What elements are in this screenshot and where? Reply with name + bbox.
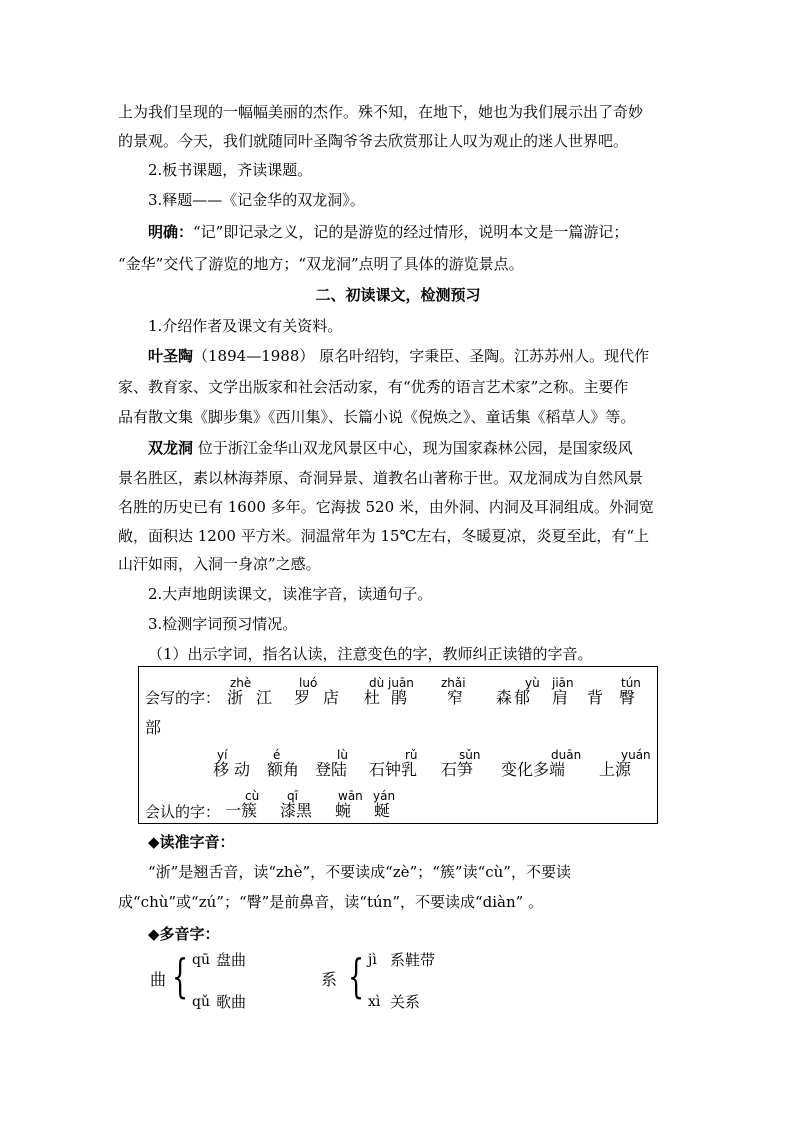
explanation-line [148,222,628,242]
vocab-word: 一簇 [225,801,258,820]
vocab-word: 背 [587,688,604,707]
pinyin: yí [217,748,228,762]
step-item: 2.板书课题，齐读课题。 [148,161,313,179]
paragraph-line: 上为我们呈现的一幅幅美丽的杰作。殊不知，在地下，她也为我们展示出了奇妙 [118,103,644,121]
step-item: 1.介绍作者及课文有关资料。 [148,317,343,335]
pinyin: lù [337,748,348,762]
paragraph-line: 敞，面积达 1200 平方米。洞温常年为 15℃左右，冬暖夏凉，炎夏至此，有“上 [118,527,650,545]
explanation-text: “记”即记录之义，记的是游览的经过情形，说明本文是一篇游记； [193,223,629,241]
polyphone-pinyin: qū [192,952,210,968]
section-heading: 二、初读课文，检测预习 [315,286,481,304]
pronunciation-line: 成“chù”或“zú”；“臀”是前鼻音，读“tún”，不要读成“diàn” 。 [118,893,544,911]
paragraph-line: 山汗如雨，入洞一身凉”之感。 [118,555,321,573]
vocab-word: 肩 [552,688,569,707]
place-intro-line [148,438,633,458]
author-text: （1894—1988） 原名叶绍钧，字秉臣、圣陶。江苏苏州人。现代作 [193,347,650,365]
step-subitem: （1）出示字词，指名认读，注意变色的字，教师纠正读错的字音。 [148,645,593,663]
pinyin: juān [388,676,414,690]
paragraph-line: 品有散文集《脚步集》《西川集》、长篇小说《倪焕之》、童话集《稻草人》等。 [118,408,636,426]
pronunciation-title: ◆读准字音： [148,833,235,851]
step-item: 2.大声地朗读课文，读准字音，读通句子。 [148,585,433,603]
pinyin: cù [245,789,260,803]
vocab-word: 漆黑 [280,801,313,820]
explanation-label: 明确： [148,223,194,241]
vocab-word: 蜒 [374,801,391,820]
vocab-word: 鹃 [391,688,408,707]
polyphone-word: 系鞋带 [390,951,436,969]
vocab-word: 登陆 [315,760,348,779]
vocab-word: 石钟乳 [369,760,418,779]
vocab-word: 森 [496,688,513,707]
pinyin: duān [551,748,582,762]
polyphone-word: 关系 [390,993,421,1011]
author-name: 叶圣陶 [148,347,194,365]
polyphone-pinyin: qǔ [192,994,210,1010]
pinyin: jiān [552,676,574,690]
paragraph-line: “金华”交代了游览的地方；“双龙洞”点明了具体的游览景点。 [118,255,524,273]
pinyin: yán [373,789,396,803]
pronunciation-line: “浙”是翘舌音，读“zhè”，不要读成“zè”；“簇”读“cù”，不要读 [148,863,571,881]
polyphone-char: 曲 [150,970,167,989]
pinyin: tún [621,676,641,690]
pinyin: wān [338,789,363,803]
paragraph-line: 名胜的历史已有 1600 多年。它海拔 520 米，由外洞、内洞及耳洞组成。外洞宽 [118,498,654,516]
polyphone-pinyin: xì [368,994,381,1010]
vocab-word: 店 [323,688,340,707]
brace-icon: { [348,949,365,1003]
vocab-word: 石笋 [441,760,474,779]
pinyin: é [273,748,281,762]
paragraph-line: 的景观。今天，我们就随同叶圣陶爷爷去欣赏那让人叹为观止的迷人世界吧。 [118,132,629,150]
vocab-word: 额角 [267,760,300,779]
vocab-word: 江 [256,688,273,707]
pinyin: zhǎi [441,676,466,690]
step-item: 3.检测字词预习情况。 [148,615,298,633]
pinyin: yuán [621,748,651,762]
vocab-word: 浙 [227,688,244,707]
vocab-word: 臀 [619,688,636,707]
paragraph-line: 家、教育家、文学出版家和社会活动家，有“优秀的语言艺术家”之称。主要作 [118,378,629,396]
polyphone-word: 歌曲 [216,993,247,1011]
vocab-word: 杜 [364,688,381,707]
pinyin: qī [287,789,298,803]
vocab-word: 变化多端 [501,760,566,779]
vocab-word: 窄 [447,688,464,707]
pinyin: luó [299,676,318,690]
pinyin: yù [525,676,540,690]
step-item: 3.释题——《记金华的双龙洞》。 [148,191,365,209]
vocab-word: 郁 [514,688,531,707]
polyphone-pinyin: jì [368,952,377,968]
pinyin: dù [369,676,385,690]
vocab-word: 上源 [599,760,632,779]
paragraph-line: 景名胜区，素以林海莽原、奇洞异景、道教名山著称于世。双龙洞成为自然风景 [118,469,644,487]
brace-icon: { [172,949,189,1003]
pinyin: rǔ [405,748,418,762]
pinyin: sǔn [459,748,481,762]
pinyin: zhè [230,676,252,690]
vocabulary-box [138,666,658,824]
read-label: 会认的字： [145,803,221,821]
polyphone-word: 盘曲 [216,951,247,969]
polyphone-title: ◆多音字： [148,925,220,943]
vocab-word: 部 [145,718,162,737]
vocab-word: 罗 [294,688,311,707]
author-intro-line [148,346,649,366]
vocab-word: 动 [234,760,251,779]
vocab-word: 蜿 [335,801,352,820]
vocab-word: 移 [213,760,230,779]
place-name: 双龙洞 [148,439,194,457]
place-text: 位于浙江金华山双龙风景区中心，现为国家森林公园，是国家级风 [193,439,633,457]
write-label: 会写的字： [145,689,221,707]
polyphone-char: 系 [321,970,338,989]
